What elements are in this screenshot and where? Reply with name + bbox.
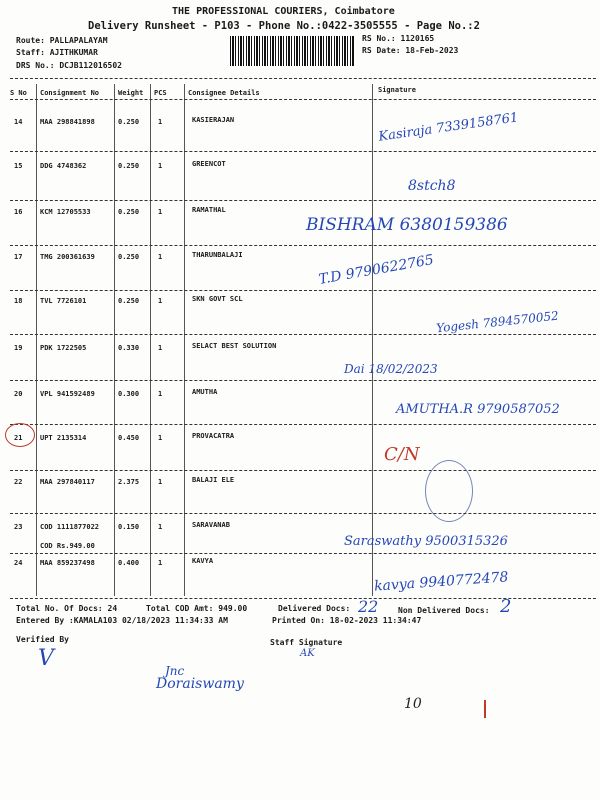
cell-sno: 21 bbox=[14, 434, 23, 442]
cell-pcs: 1 bbox=[158, 434, 163, 442]
row-divider bbox=[10, 200, 596, 201]
col-consignee: Consignee Details bbox=[188, 89, 260, 97]
verifier-signature-initials: Jnc bbox=[165, 664, 185, 678]
cell-weight: 0.150 bbox=[118, 523, 140, 531]
cell-pcs: 1 bbox=[158, 118, 163, 126]
red-mark bbox=[484, 700, 486, 718]
column-rule bbox=[150, 84, 151, 596]
delivered-docs-value: 22 bbox=[358, 597, 379, 616]
row-divider bbox=[10, 424, 596, 425]
col-weight: Weight bbox=[118, 89, 144, 97]
cod-amount: COD Rs.949.00 bbox=[40, 542, 95, 550]
cell-pcs: 1 bbox=[158, 390, 163, 398]
cell-consignee: GREENCOT bbox=[192, 160, 226, 168]
divider bbox=[10, 78, 596, 79]
cell-consignee: KAVYA bbox=[192, 557, 214, 565]
cell-pcs: 1 bbox=[158, 523, 163, 531]
cell-pcs: 1 bbox=[158, 297, 163, 305]
total-cod-amount: Total COD Amt: 949.00 bbox=[146, 604, 248, 613]
cell-sno: 15 bbox=[14, 162, 23, 170]
cell-consignee: PROVACATRA bbox=[192, 432, 235, 440]
cell-weight: 0.250 bbox=[118, 162, 140, 170]
cell-consignment: VPL 941592489 bbox=[40, 390, 95, 398]
cell-consignment: COD 1111877022 bbox=[40, 523, 100, 531]
rs-date: RS Date: 18-Feb-2023 bbox=[362, 46, 459, 55]
cell-sno: 17 bbox=[14, 253, 23, 261]
cell-consignee: KASIERAJAN bbox=[192, 116, 235, 124]
row-divider bbox=[10, 290, 596, 291]
route-label: Route: PALLAPALAYAM bbox=[16, 36, 108, 45]
cell-consignment: UPT 2135314 bbox=[40, 434, 87, 442]
cell-sno: 22 bbox=[14, 478, 23, 486]
col-consignment: Consignment No bbox=[40, 89, 100, 97]
barcode bbox=[230, 36, 355, 66]
divider bbox=[10, 99, 596, 100]
signature-23: Saraswathy 9500315326 bbox=[344, 534, 508, 549]
row-divider bbox=[10, 245, 596, 246]
cell-weight: 0.450 bbox=[118, 434, 140, 442]
runsheet-subtitle: Delivery Runsheet - P103 - Phone No.:0422-3505555 - Page No.:2 bbox=[88, 20, 480, 32]
cell-consignee: SKN GOVT SCL bbox=[192, 295, 243, 303]
cell-consignment: MAA 298841898 bbox=[40, 118, 95, 126]
cell-sno: 18 bbox=[14, 297, 23, 305]
column-rule bbox=[36, 84, 37, 596]
cell-consignee: THARUNBALAJI bbox=[192, 251, 243, 259]
cell-weight: 2.375 bbox=[118, 478, 140, 486]
cell-weight: 0.300 bbox=[118, 390, 140, 398]
col-sno: S No bbox=[10, 89, 27, 97]
row-divider bbox=[10, 151, 596, 152]
cell-pcs: 1 bbox=[158, 253, 163, 261]
row-divider bbox=[10, 553, 596, 554]
cell-sno: 14 bbox=[14, 118, 23, 126]
cell-consignee: AMUTHA bbox=[192, 388, 218, 396]
cell-consignment: PDK 1722505 bbox=[40, 344, 87, 352]
page-note: 10 bbox=[404, 696, 422, 712]
verified-by-label: Verified By bbox=[16, 635, 69, 644]
cell-consignment: KCM 12705533 bbox=[40, 208, 91, 216]
row-divider bbox=[10, 380, 596, 381]
cell-consignee: SARAVANAB bbox=[192, 521, 230, 529]
delivered-docs-label: Delivered Docs: bbox=[278, 604, 351, 613]
cell-weight: 0.250 bbox=[118, 208, 140, 216]
cell-weight: 0.330 bbox=[118, 344, 140, 352]
printed-on: Printed On: 18-02-2023 11:34:47 bbox=[272, 616, 422, 625]
cell-pcs: 1 bbox=[158, 559, 163, 567]
cell-sno: 23 bbox=[14, 523, 23, 531]
cell-sno: 16 bbox=[14, 208, 23, 216]
cell-sno: 24 bbox=[14, 559, 23, 567]
non-delivered-docs-value: 2 bbox=[500, 596, 512, 617]
cell-consignee: SELACT BEST SOLUTION bbox=[192, 342, 277, 350]
cell-consignment: DDG 4748362 bbox=[40, 162, 87, 170]
staff-signature-label: Staff Signature bbox=[270, 638, 343, 647]
column-rule bbox=[372, 84, 373, 596]
verifier-signature: Doraiswamy bbox=[156, 676, 244, 692]
signature-14: Kasiraja 7339158761 bbox=[377, 110, 520, 145]
row-divider bbox=[10, 334, 596, 335]
signature-21: C/N bbox=[384, 444, 420, 465]
cell-weight: 0.250 bbox=[118, 297, 140, 305]
drs-number: DRS No.: DCJB112016502 bbox=[16, 61, 122, 70]
signature-20: AMUTHA.R 9790587052 bbox=[396, 402, 560, 417]
cell-consignment: MAA 297840117 bbox=[40, 478, 95, 486]
cell-weight: 0.400 bbox=[118, 559, 140, 567]
cell-consignee: BALAJI ELE bbox=[192, 476, 235, 484]
signature-24: kavya 9940772478 bbox=[373, 569, 509, 595]
column-rule bbox=[114, 84, 115, 596]
staff-label: Staff: AJITHKUMAR bbox=[16, 48, 98, 57]
cell-consignment: TVL 7726101 bbox=[40, 297, 87, 305]
cell-consignee: RAMATHAL bbox=[192, 206, 226, 214]
rs-number: RS No.: 1120165 bbox=[362, 34, 435, 43]
company-title: THE PROFESSIONAL COURIERS, Coimbatore bbox=[172, 6, 395, 17]
row-divider bbox=[10, 513, 596, 514]
verified-by-mark: V bbox=[38, 646, 54, 671]
staff-signature: AK bbox=[300, 648, 315, 659]
cell-weight: 0.250 bbox=[118, 118, 140, 126]
signature-19: Dai 18/02/2023 bbox=[344, 362, 438, 376]
cell-consignment: TMG 200361639 bbox=[40, 253, 95, 261]
cell-sno: 19 bbox=[14, 344, 23, 352]
signature-15: 8stch8 bbox=[408, 178, 456, 194]
entered-by: Entered By :KAMALA103 02/18/2023 11:34:33 AM bbox=[16, 616, 228, 625]
column-rule bbox=[184, 84, 185, 596]
signature-18: Yogesh 7894570052 bbox=[435, 308, 560, 336]
row-divider bbox=[10, 470, 596, 471]
cell-consignment: MAA 859237498 bbox=[40, 559, 95, 567]
total-docs: Total No. Of Docs: 24 bbox=[16, 604, 118, 613]
signature-17: T.D 9790622765 bbox=[317, 252, 435, 288]
col-signature: Signature bbox=[378, 86, 416, 94]
non-delivered-docs-label: Non Delivered Docs: bbox=[398, 606, 490, 615]
cell-pcs: 1 bbox=[158, 208, 163, 216]
cell-pcs: 1 bbox=[158, 344, 163, 352]
col-pcs: PCS bbox=[154, 89, 167, 97]
cell-weight: 0.250 bbox=[118, 253, 140, 261]
signature-16: BISHRAM 6380159386 bbox=[306, 215, 508, 235]
cell-pcs: 1 bbox=[158, 478, 163, 486]
cell-pcs: 1 bbox=[158, 162, 163, 170]
cell-sno: 20 bbox=[14, 390, 23, 398]
